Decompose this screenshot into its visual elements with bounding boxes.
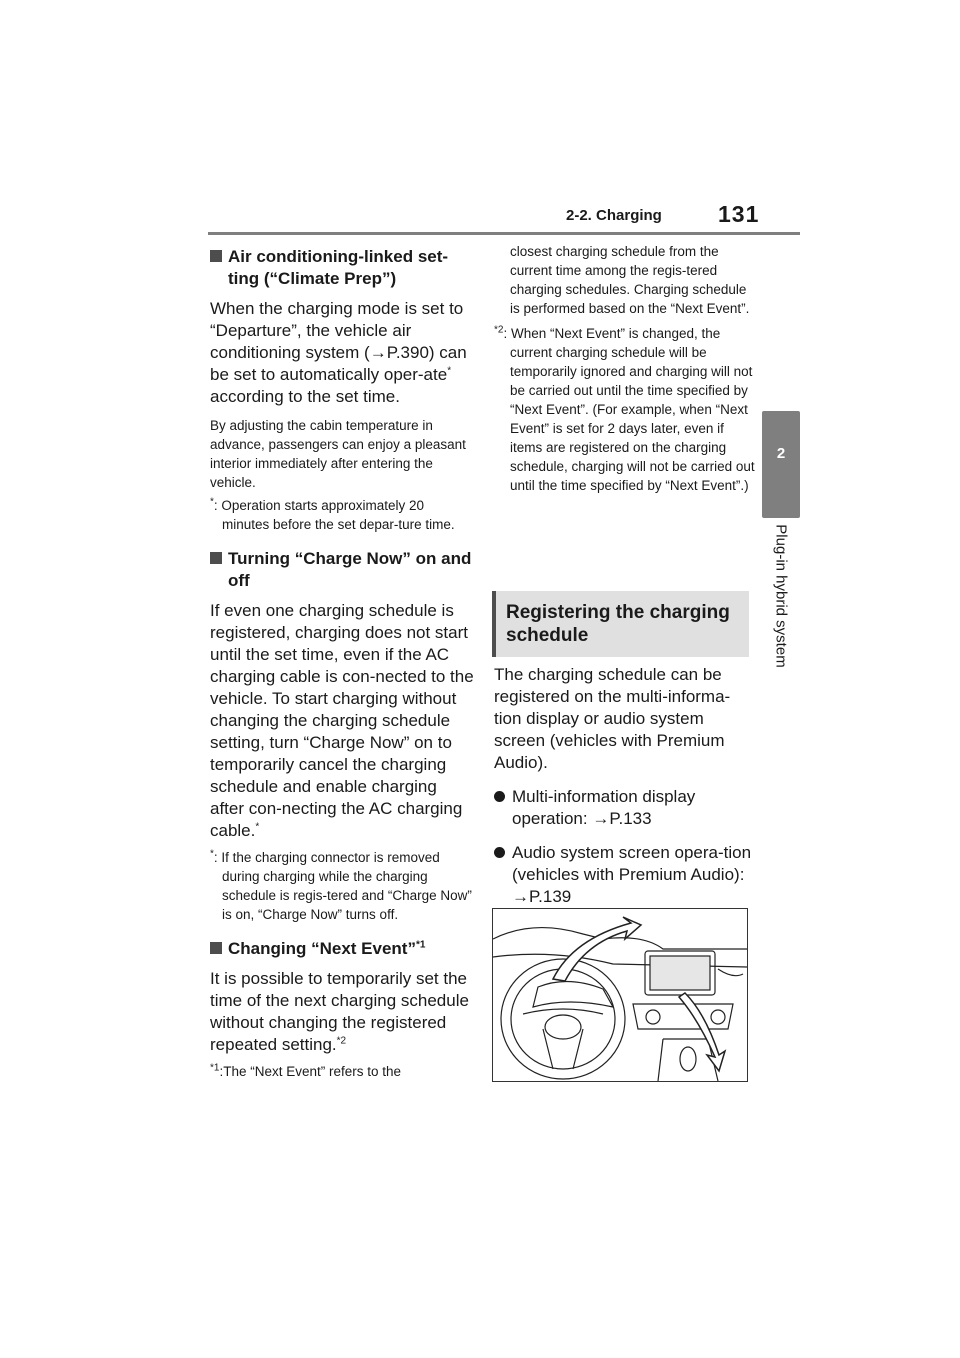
square-bullet-icon <box>210 250 222 262</box>
footnote-operation: *: Operation starts approximately 20 minutes before the set depar-ture time. <box>210 496 455 532</box>
header-divider <box>208 232 800 235</box>
arrow-right-icon: → <box>369 343 387 362</box>
footnote-charge-now: *: If the charging connector is removed during charging while the charging schedule is regis-tered and “Charge Now” is on, “Charge Now” turns off. <box>210 848 472 922</box>
right-column-bottom <box>494 664 756 908</box>
square-bullet-icon <box>210 552 222 564</box>
heading-next-event: Changing “Next Event”$^{*1}$ <box>210 938 475 960</box>
square-bullet-icon <box>210 942 222 954</box>
section-title: 2-2. Charging <box>566 207 662 224</box>
right-column-top <box>494 242 756 495</box>
bullet-dot-icon <box>494 791 505 802</box>
section-heading-registering: Registering the charging schedule <box>492 591 749 657</box>
footnote-next-event-continued: closest charging schedule from the current time among the regis-tered charging schedules. Charging schedule is performed based on the “Next Event”. <box>510 244 750 316</box>
chapter-label: Plug-in hybrid system <box>772 524 790 668</box>
list-item-audio-operation: Audio system screen opera-tion (vehicles with Premium Audio): →P.139 <box>494 842 756 908</box>
paragraph-climate-prep: When the charging mode is set to “Departure”, the vehicle air conditioning system (→P.390) can be set to automatically oper-ate* according to the set time. <box>210 299 467 406</box>
left-column <box>210 246 475 1081</box>
heading-climate-prep: Air conditioning-linked set-ting (“Climate Prep”) <box>210 246 475 290</box>
page-ref-link[interactable]: P.139 <box>529 887 572 906</box>
page-ref-link[interactable]: P.133 <box>609 809 652 828</box>
footnote-marker: * <box>447 365 452 377</box>
page-ref-link[interactable]: P.390 <box>386 343 429 362</box>
chapter-tab <box>762 411 800 518</box>
arrow-right-icon: → <box>592 809 610 828</box>
note-cabin-temperature: By adjusting the cabin temperature in advance, passengers can enjoy a pleasant interior immediately after entering the vehicle. <box>210 418 466 490</box>
footnote-next-event: $^{*1}$:The “Next Event” refers to the <box>210 1062 402 1079</box>
page-number: 131 <box>718 201 760 227</box>
footnote-marker: *2 <box>336 1035 347 1047</box>
chapter-number: 2 <box>776 445 786 462</box>
bullet-dot-icon <box>494 847 505 858</box>
dashboard-drawing <box>493 909 747 1081</box>
list-item-mid-operation: Multi-information display operation: →P.133 <box>494 786 756 830</box>
arrow-right-icon: → <box>512 887 529 906</box>
paragraph-registering: The charging schedule can be registered on the multi-informa-tion display or audio system screen (vehicles with Premium Audio). <box>494 665 731 772</box>
footnote-marker: * <box>255 821 260 833</box>
paragraph-next-event: It is possible to temporarily set the time of the next charging schedule without changing the registered repeated setting.$^{*2}$ <box>210 969 469 1054</box>
heading-charge-now: Turning “Charge Now” on and off <box>210 548 475 592</box>
paragraph-charge-now: If even one charging schedule is registered, charging does not start until the set time, even if the AC charging cable is con-nected to the vehicle. To start charging without changing the charging schedule setting, turn “Charge Now” on to temporarily cancel the charging schedule and enable charging after con-necting the AC charging cable.* <box>210 601 474 840</box>
footnote-next-event-changed: $^{*2}$: When “Next Event” is changed, the current charging schedule will be temporarily ignored and charging will not be carried out until the time specified by “Next Event”. (For example, when “Next Event” is set for 2 days later, even if items are registered on the charging schedule, charging will not be carried out until the time specified by “Next Event”.) <box>494 324 755 493</box>
dashboard-illustration <box>492 908 748 1082</box>
